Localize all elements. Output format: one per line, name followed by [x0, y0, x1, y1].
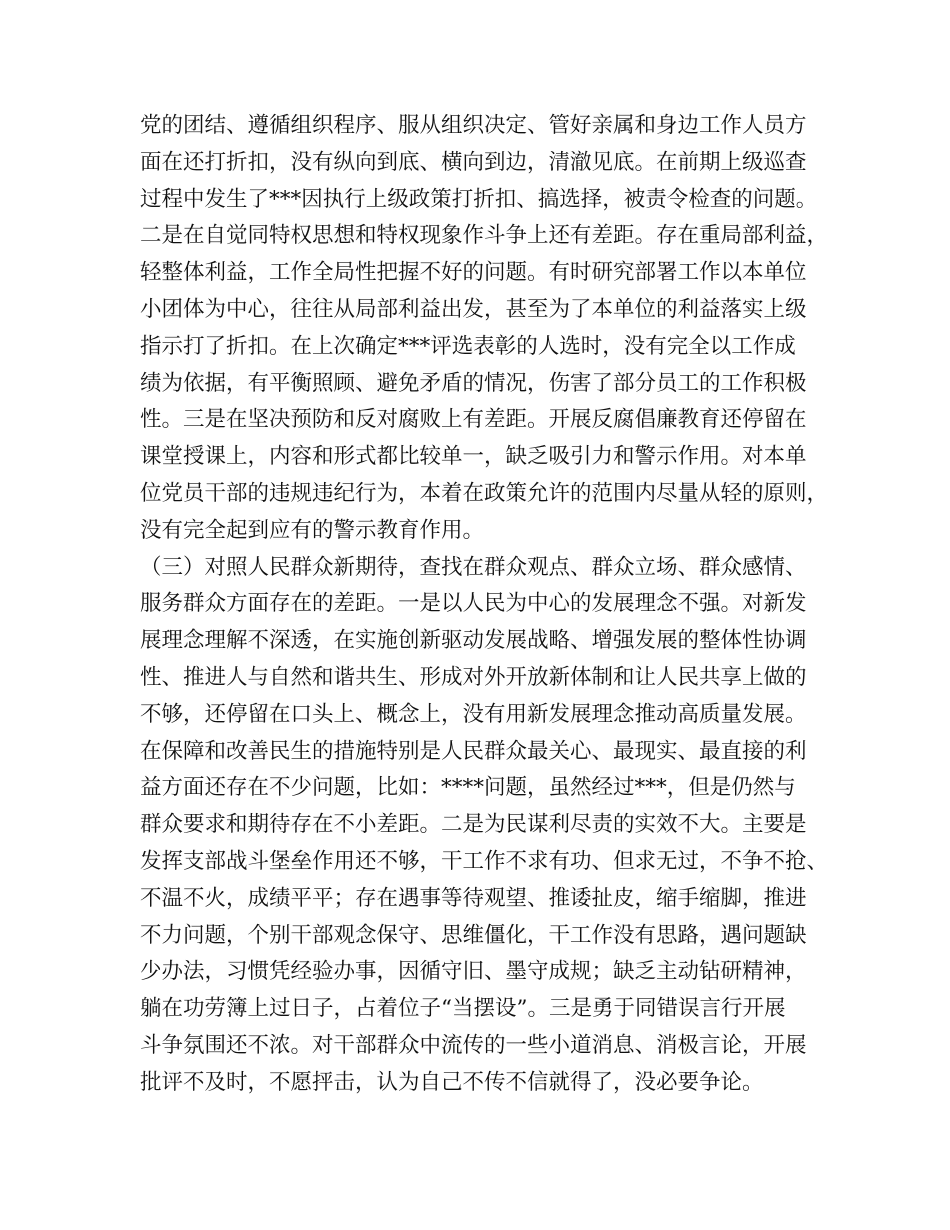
- text-line: 轻整体利益，工作全局性把握不好的问题。有时研究部署工作以本单位: [140, 260, 807, 286]
- text-line: 不够，还停留在口头上、概念上，没有用新发展理念推动高质量发展。: [140, 701, 807, 727]
- text-line: 党的团结、遵循组织程序、服从组织决定、管好亲属和身边工作人员方: [140, 113, 807, 138]
- text-line: 服务群众方面存在的差距。一是以人民为中心的发展理念不强。对新发: [140, 591, 807, 617]
- text-line: 不力问题，个别干部观念保守、思维僵化，干工作没有思路，遇问题缺: [140, 922, 807, 948]
- text-line: 性、推进人与自然和谐共生、形成对外开放新体制和让人民共享上做的: [140, 664, 807, 690]
- text-line: 性。三是在坚决预防和反对腐败上有差距。开展反腐倡廉教育还停留在: [140, 407, 807, 433]
- text-line: 斗争氛围还不浓。对干部群众中流传的一些小道消息、消极言论，开展: [140, 1032, 807, 1058]
- text-line: 不温不火，成绩平平；存在遇事等待观望、推诿扯皮，缩手缩脚，推进: [140, 885, 807, 911]
- text-line: 批评不及时，不愿抨击，认为自己不传不信就得了，没必要争论。: [140, 1069, 764, 1095]
- text-line: 二是在自觉同特权思想和特权现象作斗争上还有差距。存在重局部利益，: [140, 223, 829, 249]
- text-line: 位党员干部的违规违纪行为，本着在政策允许的范围内尽量从轻的原则，: [140, 480, 829, 506]
- text-line: 躺在功劳簿上过日子，占着位子“当摆设”。三是勇于同错误言行开展: [140, 996, 786, 1022]
- text-line: 没有完全起到应有的警示教育作用。: [140, 517, 485, 543]
- text-line: 少办法，习惯凭经验办事，因循守旧、墨守成规；缺乏主动钻研精神，: [140, 959, 807, 985]
- text-line: 小团体为中心，往往从局部利益出发，甚至为了本单位的利益落实上级: [140, 296, 807, 322]
- text-line: 在保障和改善民生的措施特别是人民群众最关心、最现实、最直接的利: [140, 738, 807, 764]
- document-body: [140, 108, 829, 1102]
- text-line: 课堂授课上，内容和形式都比较单一，缺乏吸引力和警示作用。对本单: [140, 444, 807, 470]
- text-line: 指示打了折扣。在上次确定***评选表彰的人选时，没有完全以工作成: [140, 333, 796, 359]
- section-heading-line: （三）对照人民群众新期待，查找在群众观点、群众立场、群众感情、: [140, 554, 807, 580]
- text-line: 面在还打折扣，没有纵向到底、横向到边，清澈见底。在前期上级巡查: [140, 149, 807, 175]
- text-line: 展理念理解不深透，在实施创新驱动发展战略、增强发展的整体性协调: [140, 628, 807, 654]
- text-line: 发挥支部战斗堡垒作用还不够，干工作不求有功、但求无过，不争不抢、: [140, 848, 829, 874]
- text-line: 绩为依据，有平衡照顾、避免矛盾的情况，伤害了部分员工的工作积极: [140, 370, 807, 396]
- text-line: 益方面还存在不少问题，比如：****问题，虽然经过***，但是仍然与: [140, 775, 796, 801]
- text-line: 群众要求和期待存在不小差距。二是为民谋利尽责的实效不大。主要是: [140, 812, 807, 838]
- text-line: 过程中发生了***因执行上级政策打折扣、搞选择，被责令检查的问题。: [140, 186, 818, 212]
